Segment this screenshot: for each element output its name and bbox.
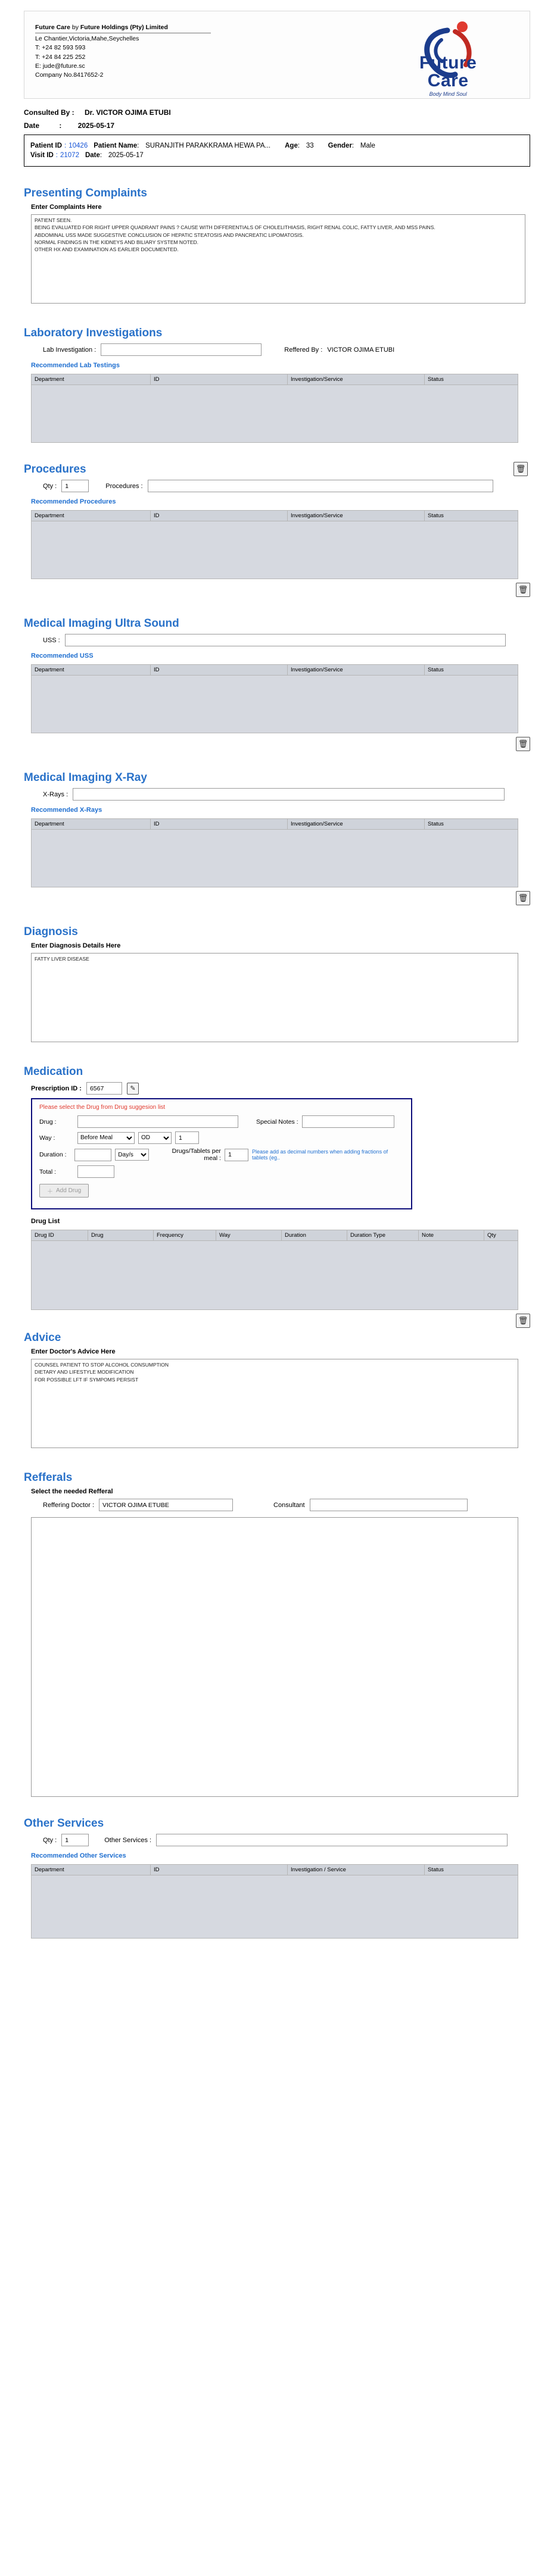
- other-services-col-id: ID: [151, 1865, 288, 1875]
- section-title-other-services: Other Services: [24, 1817, 104, 1830]
- procedures-recommend-label: Recommended Procedures: [31, 498, 116, 505]
- visit-date-colon: :: [99, 152, 102, 159]
- referring-doctor-label: Reffering Doctor :: [43, 1501, 95, 1509]
- uss-col-department: Department: [32, 665, 151, 675]
- xray-input-row: [43, 788, 530, 801]
- other-services-input[interactable]: [156, 1834, 508, 1846]
- xray-grid[interactable]: [31, 818, 518, 887]
- procedures-col-service: Investigation/Service: [288, 511, 425, 521]
- patient-name-colon: :: [137, 142, 139, 149]
- clinic-tel-2: T: +24 84 225 252: [35, 53, 86, 61]
- section-title-advice: Advice: [24, 1331, 61, 1344]
- drug-list-grid[interactable]: [31, 1230, 518, 1310]
- lab-col-service: Investigation/Service: [288, 374, 425, 384]
- drug-row: [39, 1115, 404, 1128]
- drug-label: Drug :: [39, 1118, 57, 1126]
- other-services-col-status: Status: [428, 1867, 444, 1873]
- age-label: Age: [285, 142, 298, 149]
- patient-id-colon: :: [64, 142, 67, 149]
- other-services-grid[interactable]: [31, 1864, 518, 1939]
- drug-col-frequency: Frequency: [154, 1230, 216, 1240]
- prescription-form-page: [0, 11, 554, 1962]
- consulted-by-value: Dr. VICTOR OJIMA ETUBI: [85, 108, 171, 117]
- uss-col-id: ID: [151, 665, 288, 675]
- advice-sub-label: Enter Doctor's Advice Here: [31, 1348, 116, 1355]
- procedures-grid-body[interactable]: [32, 521, 518, 579]
- logo-block: [391, 20, 519, 97]
- delete-icon[interactable]: 🗑: [516, 891, 530, 905]
- lab-grid-body[interactable]: [32, 385, 518, 442]
- section-title-referrals: Refferals: [24, 1471, 73, 1484]
- xray-col-status: Status: [428, 821, 444, 827]
- procedures-grid[interactable]: [31, 510, 518, 579]
- consultant-input[interactable]: [310, 1499, 468, 1511]
- section-title-xray: Medical Imaging X-Ray: [24, 771, 147, 784]
- lab-col-id: ID: [151, 374, 288, 384]
- drug-col-note: Note: [419, 1230, 484, 1240]
- referrals-sub-label: Select the needed Refferal: [31, 1488, 113, 1495]
- way-qty-input[interactable]: [175, 1131, 199, 1144]
- lab-recommend-label: Recommended Lab Testings: [31, 362, 120, 369]
- uss-col-status: Status: [428, 667, 444, 673]
- lab-investigation-label: Lab Investigation :: [43, 346, 97, 354]
- drug-list-label: Drug List: [31, 1218, 60, 1225]
- consultant-label: Consultant: [273, 1501, 305, 1509]
- procedures-input-row: [43, 480, 530, 492]
- section-title-diagnosis: Diagnosis: [24, 926, 78, 938]
- clinic-name-rest: Future Holdings (Pty) Limited: [80, 24, 168, 31]
- lab-col-department: Department: [32, 374, 151, 384]
- patient-info-row-2: [30, 152, 524, 159]
- xray-label: X-Rays :: [43, 790, 69, 798]
- drugs-per-meal-label: Drugs/Tablets per meal :: [172, 1148, 221, 1162]
- referrals-panel[interactable]: [31, 1517, 518, 1797]
- other-services-input-row: [43, 1834, 530, 1846]
- uss-recommend-label: Recommended USS: [31, 652, 94, 659]
- age-colon: :: [297, 142, 300, 149]
- add-drug-row: [39, 1184, 404, 1198]
- uss-input[interactable]: [65, 634, 506, 646]
- duration-label: Duration :: [39, 1151, 67, 1158]
- way-select[interactable]: [77, 1132, 135, 1144]
- gender-label: Gender: [328, 142, 352, 149]
- section-title-procedures: Procedures: [24, 463, 86, 476]
- drug-input[interactable]: [77, 1115, 238, 1128]
- delete-icon[interactable]: 🗑: [516, 583, 530, 597]
- xray-grid-body[interactable]: [32, 830, 518, 887]
- uss-label: USS :: [43, 636, 60, 644]
- edit-icon[interactable]: ✎: [127, 1083, 139, 1095]
- uss-grid-body[interactable]: [32, 676, 518, 733]
- clinic-company-no: Company No.8417652-2: [35, 71, 104, 79]
- clinic-name-bold: Future Care: [35, 24, 70, 31]
- lab-investigation-input[interactable]: [101, 343, 262, 356]
- add-drug-button-label: Add Drug: [56, 1187, 82, 1194]
- procedures-col-id: ID: [151, 511, 288, 521]
- clinic-info: [35, 20, 211, 80]
- visit-id-label: Visit ID: [30, 152, 54, 159]
- xray-col-department: Department: [32, 819, 151, 829]
- drugs-per-meal-input[interactable]: [225, 1149, 248, 1161]
- other-services-label: Other Services :: [104, 1836, 152, 1844]
- drug-col-duration: Duration: [282, 1230, 347, 1240]
- complaints-textarea[interactable]: [31, 214, 525, 304]
- other-services-grid-body[interactable]: [32, 1875, 518, 1938]
- special-notes-label: Special Notes :: [256, 1118, 298, 1126]
- procedures-label: Procedures :: [105, 482, 143, 490]
- prescription-id-row: [31, 1082, 530, 1095]
- lab-input-row: [43, 343, 530, 356]
- xray-col-id: ID: [151, 819, 288, 829]
- referrals-input-row: [43, 1499, 530, 1511]
- uss-col-service: Investigation/Service: [288, 665, 425, 675]
- logo-text-future: Future: [419, 53, 477, 73]
- xray-col-service: Investigation/Service: [288, 819, 425, 829]
- lab-col-status: Status: [428, 376, 444, 383]
- age-value: 33: [306, 142, 314, 149]
- drug-col-duration-type: Duration Type: [347, 1230, 419, 1240]
- duration-input[interactable]: [74, 1149, 111, 1161]
- patient-name-label: Patient Name: [94, 142, 138, 149]
- visit-id-value: 21072: [60, 152, 79, 159]
- referring-doctor-input[interactable]: [99, 1499, 233, 1511]
- consult-date-label: Date: [24, 121, 40, 130]
- procedures-input[interactable]: [148, 480, 493, 492]
- uss-grid-header: [32, 665, 518, 676]
- lab-grid[interactable]: [31, 374, 518, 443]
- other-services-col-department: Department: [32, 1865, 151, 1875]
- consult-date-value: 2025-05-17: [77, 121, 115, 130]
- logo-tagline: Body Mind Soul: [429, 91, 467, 97]
- procedures-col-department: Department: [32, 511, 151, 521]
- other-services-col-service: Investigation / Service: [288, 1865, 425, 1875]
- delete-icon[interactable]: 🗑: [513, 462, 528, 476]
- section-title-uss: Medical Imaging Ultra Sound: [24, 617, 179, 630]
- delete-icon[interactable]: 🗑: [516, 1314, 530, 1328]
- patient-info-box: [24, 135, 530, 167]
- procedures-qty-label: Qty :: [43, 482, 57, 490]
- total-input[interactable]: [77, 1165, 114, 1178]
- consult-date-colon: :: [59, 121, 62, 130]
- section-title-lab: Laboratory Investigations: [24, 327, 163, 339]
- drug-col-drug: Drug: [88, 1230, 154, 1240]
- medication-panel: [31, 1098, 412, 1209]
- xray-grid-header: [32, 819, 518, 830]
- delete-icon[interactable]: 🗑: [516, 737, 530, 751]
- total-label: Total :: [39, 1168, 57, 1176]
- other-services-qty-input[interactable]: [61, 1834, 89, 1846]
- visit-id-colon: :: [55, 152, 58, 159]
- add-drug-button[interactable]: [39, 1184, 89, 1198]
- other-services-recommend-label: Recommended Other Services: [31, 1852, 126, 1859]
- way-label: Way :: [39, 1134, 55, 1142]
- procedures-delete-row: [24, 462, 528, 476]
- consult-date-row: [24, 121, 530, 130]
- patient-name-value: SURANJITH PARAKKRAMA HEWA PA...: [145, 142, 271, 149]
- xray-recommend-label: Recommended X-Rays: [31, 806, 102, 814]
- patient-id-value: 10426: [69, 142, 88, 149]
- patient-info-row-1: [30, 142, 524, 149]
- clinic-header: [24, 11, 530, 99]
- lab-referred-by-label: Reffered By :: [284, 346, 323, 354]
- gender-colon: :: [351, 142, 354, 149]
- uss-input-row: [43, 634, 530, 646]
- consulted-by-row: [24, 108, 530, 117]
- procedures-col-status: Status: [428, 512, 444, 519]
- section-title-medication: Medication: [24, 1065, 83, 1078]
- total-row: [39, 1165, 404, 1178]
- prescription-id-label: Prescription ID :: [31, 1084, 82, 1092]
- consulted-by-label: Consulted By :: [24, 108, 74, 117]
- clinic-name-by: by: [71, 24, 79, 31]
- duration-unit-select[interactable]: [115, 1149, 149, 1161]
- logo-text-care: Care: [427, 71, 469, 90]
- clinic-name-line: [35, 23, 211, 33]
- duration-row: [39, 1148, 404, 1162]
- special-notes-input[interactable]: [302, 1115, 394, 1128]
- drug-col-qty: Qty: [487, 1232, 496, 1239]
- advice-textarea[interactable]: [31, 1359, 518, 1448]
- drug-col-way: Way: [216, 1230, 282, 1240]
- decimal-note: Please add as decimal numbers when adding fractions of tablets (eg..: [251, 1149, 388, 1161]
- diagnosis-textarea[interactable]: [31, 953, 518, 1042]
- xray-input[interactable]: [73, 788, 505, 801]
- drug-selection-warning: Please select the Drug from Drug suggesion list: [39, 1104, 166, 1111]
- drug-list-grid-header: [32, 1230, 518, 1241]
- visit-date-value: 2025-05-17: [108, 152, 144, 159]
- complaints-sub-label: Enter Complaints Here: [31, 204, 102, 211]
- section-title-complaints: Presenting Complaints: [24, 187, 147, 199]
- other-services-qty-label: Qty :: [43, 1836, 57, 1844]
- way-unit-select[interactable]: [138, 1132, 172, 1144]
- uss-delete-row: [24, 737, 530, 751]
- visit-date-label: Date: [85, 152, 100, 159]
- other-services-grid-header: [32, 1865, 518, 1875]
- clinic-tel-1: T: +24 82 593 593: [35, 44, 86, 52]
- uss-grid[interactable]: [31, 664, 518, 733]
- patient-id-label: Patient ID: [30, 142, 63, 149]
- gender-value: Male: [360, 142, 375, 149]
- lab-referred-by-value: VICTOR OJIMA ETUBI: [327, 346, 395, 354]
- logo-graphic: [391, 20, 504, 97]
- procedures-delete-row-2: [24, 583, 530, 597]
- plus-icon: ＋: [47, 1189, 53, 1195]
- diagnosis-sub-label: Enter Diagnosis Details Here: [31, 942, 121, 949]
- medication-delete-row: [24, 1314, 530, 1328]
- clinic-address: Le Chantier,Victoria,Mahe,Seychelles: [35, 35, 139, 43]
- lab-grid-header: [32, 374, 518, 385]
- way-row: [39, 1131, 404, 1144]
- drug-col-id: Drug ID: [32, 1230, 88, 1240]
- procedures-grid-header: [32, 511, 518, 521]
- prescription-id-input[interactable]: [86, 1082, 122, 1095]
- xray-delete-row: [24, 891, 530, 905]
- drug-list-grid-body[interactable]: [32, 1241, 518, 1309]
- clinic-email: E: jude@future.sc: [35, 62, 85, 70]
- procedures-qty-input[interactable]: [61, 480, 89, 492]
